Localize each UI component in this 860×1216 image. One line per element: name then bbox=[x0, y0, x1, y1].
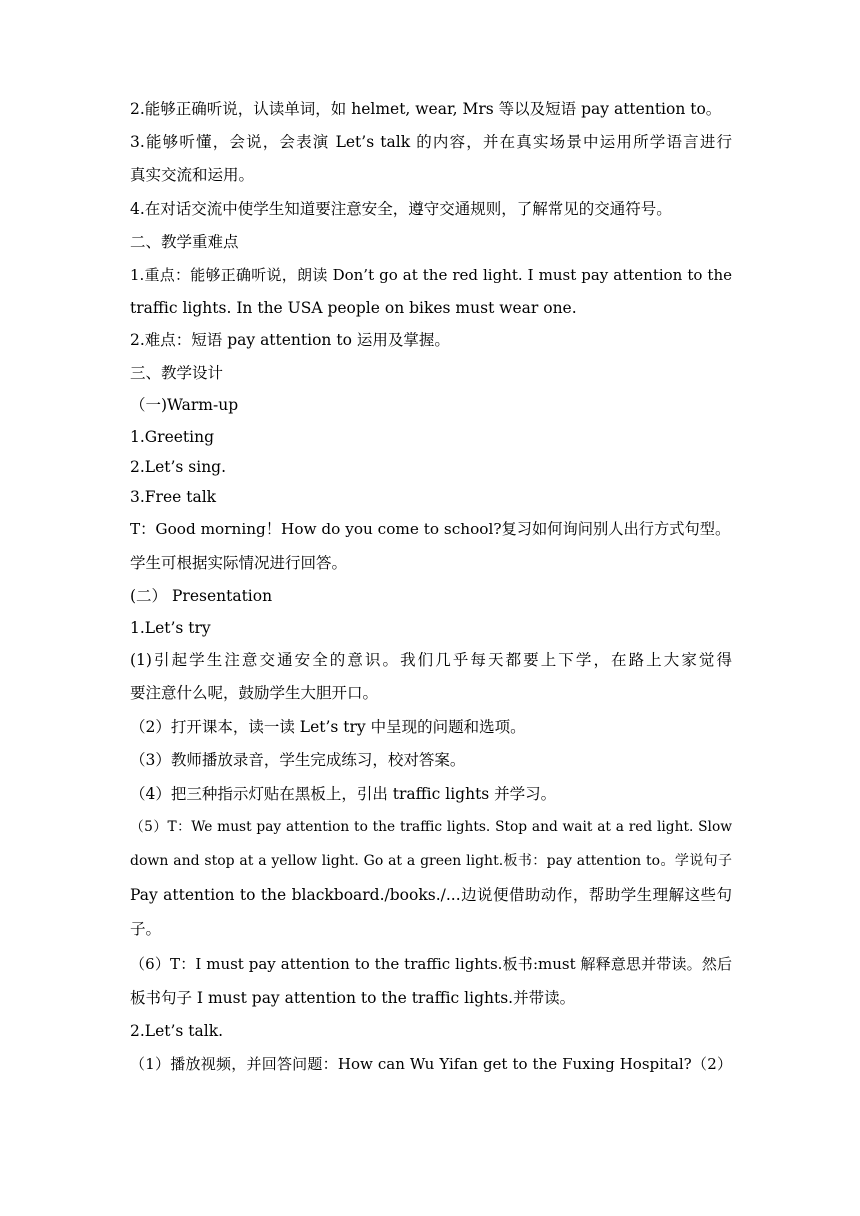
text-line: traffic lights. In the USA people on bikes must wear one. bbox=[130, 299, 577, 317]
text-line: 4.在对话交流中使学生知道要注意安全，遵守交通规则，了解常见的交通符号。 bbox=[130, 200, 672, 218]
text-line: T：Good morning！How do you come to school?复习如何询问别人出行方式句型。 bbox=[130, 520, 731, 538]
section-heading: 二、教学重难点 bbox=[130, 233, 239, 251]
text-line: down and stop at a yellow light. Go at a green light.板书：pay attention to。学说句子 bbox=[130, 853, 732, 869]
text-line: 1.Greeting bbox=[130, 428, 215, 446]
text-line: 2.难点：短语 pay attention to 运用及掌握。 bbox=[130, 331, 450, 349]
text-line: 1.Let’s try bbox=[130, 619, 211, 637]
text-line: 真实交流和运用。 bbox=[130, 166, 255, 184]
text-line: (1)引起学生注意交通安全的意识。我们几乎每天都要上下学，在路上大家觉得 bbox=[130, 651, 732, 669]
text-line: （2）打开课本，读一读 Let’s try 中呈现的问题和选项。 bbox=[130, 718, 526, 736]
text-line: 2.Let’s talk. bbox=[130, 1022, 224, 1040]
text-line: 2.能够正确听说，认读单词，如 helmet, wear, Mrs 等以及短语 pay attention to。 bbox=[130, 100, 722, 118]
text-line: 2.Let’s sing. bbox=[130, 458, 227, 476]
text-line: （5）T：We must pay attention to the traffic lights. Stop and wait at a red light. Slow bbox=[130, 819, 732, 835]
text-line: 3.能够听懂，会说，会表演 Let’s talk 的内容，并在真实场景中运用所学语言进行 bbox=[130, 133, 732, 151]
text-line: 子。 bbox=[130, 920, 162, 938]
text-line: 要注意什么呢，鼓励学生大胆开口。 bbox=[130, 684, 379, 702]
subsection-heading: （一)Warm-up bbox=[130, 396, 239, 414]
text-line: 3.Free talk bbox=[130, 488, 217, 506]
text-line: （3）教师播放录音，学生完成练习，校对答案。 bbox=[130, 751, 466, 769]
text-line: 学生可根据实际情况进行回答。 bbox=[130, 554, 348, 572]
text-line: （4）把三种指示灯贴在黑板上，引出 traffic lights 并学习。 bbox=[130, 785, 557, 803]
text-line: 1.重点：能够正确听说，朗读 Don’t go at the red light. I must pay attention to the bbox=[130, 266, 732, 284]
text-line: 板书句子 I must pay attention to the traffic lights.并带读。 bbox=[130, 989, 576, 1007]
text-line: Pay attention to the blackboard./books./...边说便借助动作，帮助学生理解这些句 bbox=[130, 886, 732, 904]
subsection-heading: (二） Presentation bbox=[130, 587, 273, 605]
section-heading: 三、教学设计 bbox=[130, 364, 224, 382]
text-line: （1）播放视频，并回答问题：How can Wu Yifan get to the Fuxing Hospital?（2） bbox=[130, 1055, 732, 1073]
text-line: （6）T：I must pay attention to the traffic lights.板书:must 解释意思并带读。然后 bbox=[130, 955, 732, 973]
